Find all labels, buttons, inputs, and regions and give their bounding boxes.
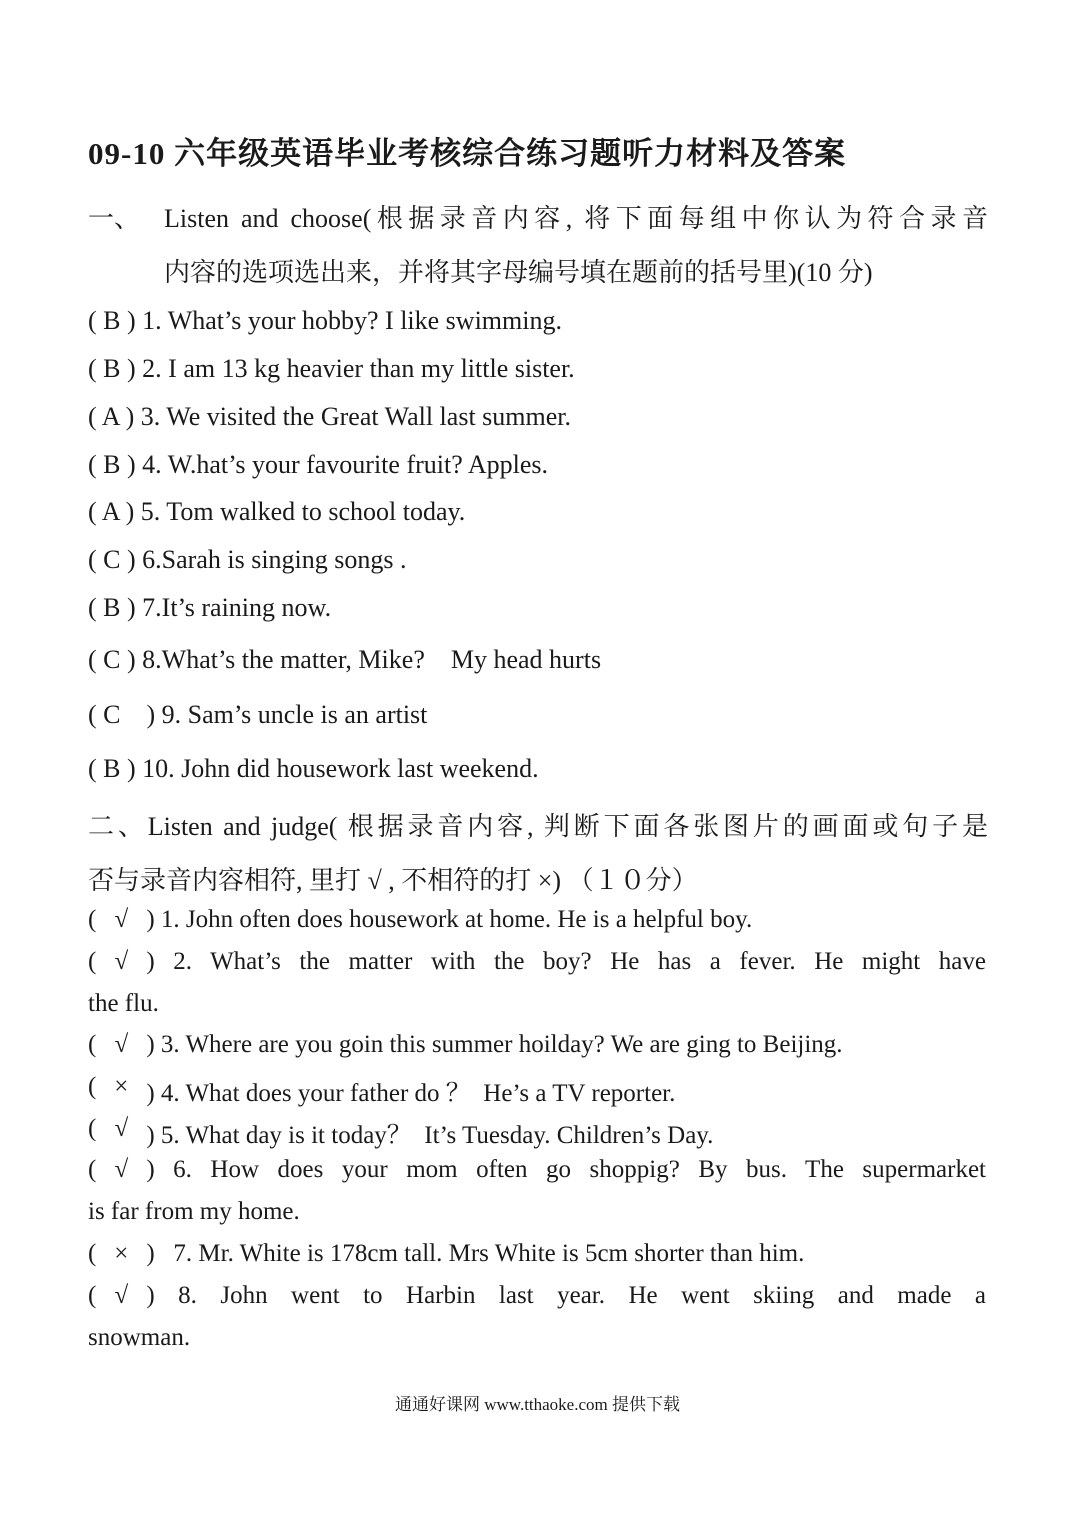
- section-2-item-continuation: the flu.: [88, 990, 159, 1017]
- section-1-item: ( C ) 8.What’s the matter, Mike? My head hurts: [88, 645, 602, 674]
- page-title: 09-10 六年级英语毕业考核综合练习题听力材料及答案: [88, 136, 847, 171]
- section-2-item-text: ) 8. John went to Harbin last year. He went skiing and made a: [146, 1282, 986, 1309]
- judge-mark: √: [114, 906, 129, 933]
- section-2-item-continuation: is far from my home.: [88, 1198, 300, 1225]
- section-2-item: ( √ ) 1. John often does housework at home. He is a helpful boy.: [88, 906, 753, 933]
- section-1-item: ( B ) 7.It’s raining now.: [88, 593, 332, 622]
- section-2-item-text: ) 4. What does your father do ？ He’s a TV reporter.: [146, 1080, 676, 1107]
- judge-mark: √: [114, 1156, 129, 1183]
- section-2-instruction-line-1: 二、Listen and judge( 根据录音内容, 判断下面各张图片的画面或句子是: [88, 812, 988, 841]
- footer-source: 通通好课网 www.tthaoke.com 提供下载: [394, 1395, 681, 1414]
- judge-mark: √: [114, 1282, 129, 1309]
- section-1-item: ( A ) 3. We visited the Great Wall last summer.: [88, 402, 571, 431]
- section-2-item-text: ) 6. How does your mom often go shoppig? By bus. The supermarket: [146, 1156, 986, 1183]
- section-1-item: ( C ) 9. Sam’s uncle is an artist: [88, 700, 428, 729]
- section-1-item: ( A ) 5. Tom walked to school today.: [88, 497, 466, 526]
- section-2-item-text: ) 7. Mr. White is 178cm tall. Mrs White is 5cm shorter than him.: [146, 1240, 805, 1267]
- section-2-item: ( √ ) 2. What’s the matter with the boy? He has a fever. He might have the flu.: [88, 948, 986, 1017]
- section-2-item-text: ) 3. Where are you goin this summer hoilday? We are ging to Beijing.: [146, 1031, 843, 1058]
- section-2-item: ( √ ) 6. How does your mom often go shoppig? By bus. The supermarket is far from my home.: [88, 1156, 986, 1225]
- section-2-item: ( √ ) 5. What day is it today？ It’s Tuesday. Children’s Day.: [88, 1115, 714, 1149]
- section-2-item-text: ) 2. What’s the matter with the boy? He has a fever. He might have: [146, 948, 986, 975]
- judge-mark: ×: [114, 1240, 129, 1267]
- section-1-item: ( C ) 6.Sarah is singing songs .: [88, 545, 407, 574]
- section-1-number: 一、: [88, 204, 141, 233]
- section-2-item-continuation: snowman.: [88, 1324, 191, 1351]
- section-1-instruction-line-2: 内容的选项选出来，并将其字母编号填在题前的括号里)(10 分): [164, 258, 873, 287]
- section-2-item: ( √ ) 8. John went to Harbin last year. He went skiing and made a snowman.: [88, 1282, 986, 1351]
- section-2-item: ( × ) 4. What does your father do ？ He’s a TV reporter.: [88, 1073, 676, 1107]
- section-2-item: ( × ) 7. Mr. White is 178cm tall. Mrs White is 5cm shorter than him.: [88, 1240, 805, 1267]
- section-1-instruction-line-1: Listen and choose(根据录音内容, 将下面每组中你认为符合录音: [164, 204, 988, 233]
- judge-mark: √: [114, 1115, 129, 1142]
- section-1-item: ( B ) 2. I am 13 kg heavier than my little sister.: [88, 354, 575, 383]
- judge-mark: √: [114, 1031, 129, 1058]
- section-2-item: ( √ ) 3. Where are you goin this summer hoilday? We are ging to Beijing.: [88, 1031, 843, 1058]
- section-1-item: ( B ) 1. What’s your hobby? I like swimming.: [88, 306, 562, 335]
- section-1-item: ( B ) 10. John did housework last weekend.: [88, 754, 539, 783]
- judge-mark: √: [114, 948, 129, 975]
- section-2-instruction-line-2: 否与录音内容相符, 里打 √ , 不相符的打 ×) （１０分）: [88, 866, 698, 895]
- section-2-item-text: ) 5. What day is it today？ It’s Tuesday. Children’s Day.: [146, 1122, 714, 1149]
- section-2-item-text: ) 1. John often does housework at home. He is a helpful boy.: [146, 906, 753, 933]
- section-1-item: ( B ) 4. W.hat’s your favourite fruit? Apples.: [88, 450, 548, 479]
- judge-mark: ×: [114, 1073, 129, 1100]
